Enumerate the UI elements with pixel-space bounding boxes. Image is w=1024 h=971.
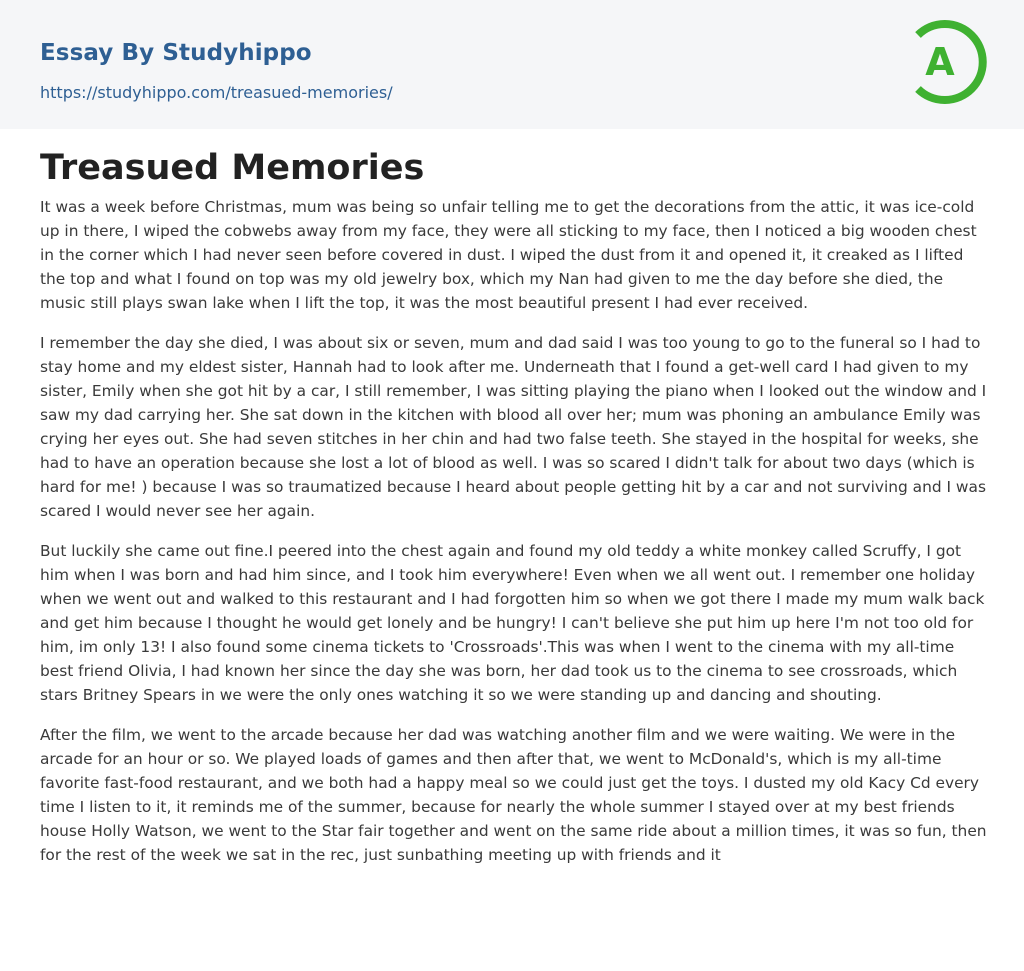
essay-paragraph-1: It was a week before Christmas, mum was being so unfair telling me to get the decorations from the attic, it was ice-cold up in there, I wiped the cobwebs away from my face, they were all sticking to my face, then I noticed a big wooden chest in the corner which I had never seen before covered in dust. I wiped the dust from it and opened it, it creaked as I lifted the top and what I found on top was my old jewelry box, which my Nan had given to me the day before she died, the music still plays swan lake when I lift the top, it was the most beautiful present I had ever received.: [40, 198, 977, 312]
essay-paragraph-3: But luckily she came out fine.I peered into the chest again and found my old teddy a white monkey called Scruffy, I got him when I was born and had him since, and I took him everywhere! Even when we all went out. I remember one holiday when we went out and walked to this restaurant and I had forgotten him so when we got there I made my mum walk back and get him because I thought he would get lonely and be hungry! I can't believe she put him up here I'm not too old for him, im only 13! I also found some cinema tickets to 'Crossroads'.This was when I went to the cinema with my all-time best friend Olivia, I had known her since the day she was born, her dad took us to the cinema to see crossroads, which stars Britney Spears in we were the only ones watching it so we were standing up and dancing and shouting.: [40, 542, 985, 704]
studyhippo-logo-icon[interactable]: [904, 18, 988, 106]
essay-content: [40, 147, 990, 883]
logo-letter: A: [925, 40, 955, 84]
essay-title: Treasued Memories: [40, 148, 425, 188]
source-url-link[interactable]: https://studyhippo.com/treasued-memories/: [40, 83, 393, 102]
essay-paragraph-2: I remember the day she died, I was about six or seven, mum and dad said I was too young to go to the funeral so I had to stay home and my eldest sister, Hannah had to look after me. Underneath that I found a get-well card I had given to my sister, Emily when she got hit by a car, I still remember, I was sitting playing the piano when I looked out the window and I saw my dad carrying her. She sat down in the kitchen with blood all over her; mum was phoning an ambulance Emily was crying her eyes out. She had seven stitches in her chin and had two false teeth. She stayed in the hospital for weeks, she had to have an operation because she lost a lot of blood as well. I was so scared I didn't talk for about two days (which is hard for me! ) because I was so traumatized because I heard about people getting hit by a car and not surviving and I was scared I would never see her again.: [40, 334, 987, 520]
site-header: [0, 0, 1024, 129]
brand-title: Essay By Studyhippo: [40, 40, 312, 66]
essay-paragraph-4: After the film, we went to the arcade because her dad was watching another film and we were waiting. We were in the arcade for an hour or so. We played loads of games and then after that, we went to McDonald's, which is my all-time favorite fast-food restaurant, and we both had a happy meal so we could just get the toys. I dusted my old Kacy Cd every time I listen to it, it reminds me of the summer, because for nearly the whole summer I stayed over at my best friends house Holly Watson, we went to the Star fair together and went on the same ride about a million times, it was so fun, then for the rest of the week we sat in the rec, just sunbathing meeting up with friends and it: [40, 726, 987, 864]
